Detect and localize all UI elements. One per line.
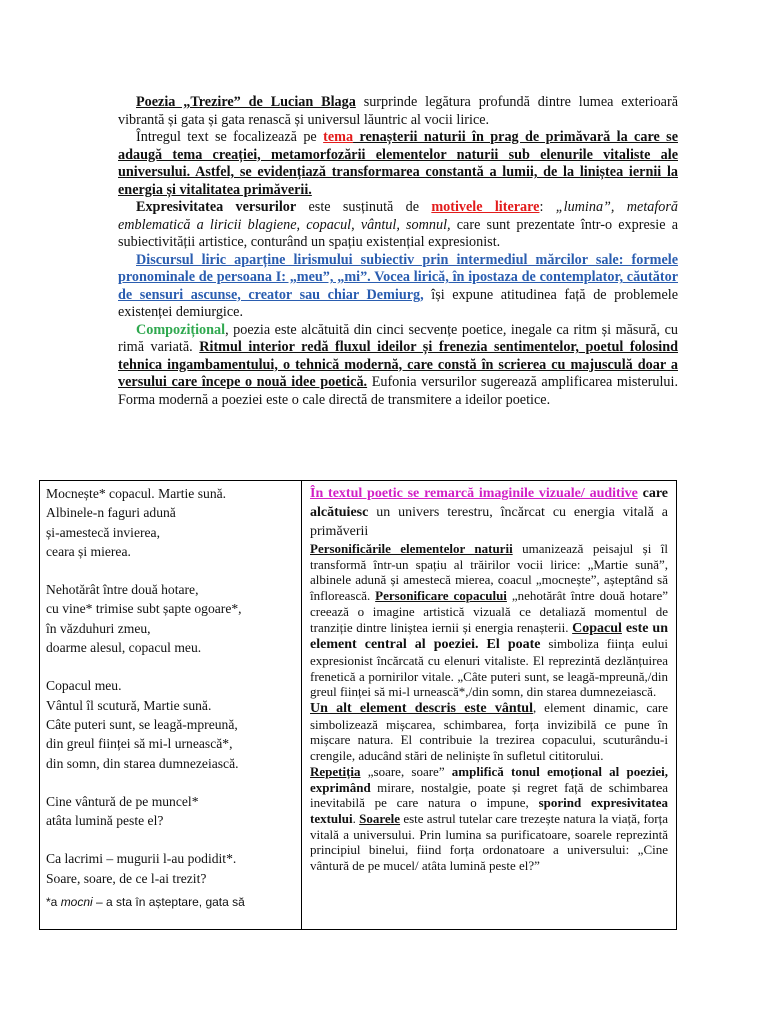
analysis-lead: În textul poetic se remarcă imaginile vizuale/ auditive care alcătuiesc un univers terestru, încărcat cu energia vitală a primăverii [310, 486, 668, 539]
poem-title: Poezia „Trezire” de Lucian Blaga [136, 94, 356, 110]
motive-keyword: motivele literare [431, 199, 540, 215]
analysis-repetition: Repetiția „soare, soare” amplifică tonul emoțional al poeziei, exprimând mirare, nostalgie, poate și regret față de schimbarea inevitabilă pe care natura o impune, sporind expresivitatea textului. Soarele este astrul tutelar care trezește natura la viață, forța vitală a universului. Prin lumina sa purificatoare, soarele reprezintă principiul binelui, fiind forța ordonatoare a universului: „Cine vântură de pe mucel/ atâta lumină peste el?” [310, 763, 668, 874]
compozitional-keyword: Compozițional [136, 321, 226, 338]
analysis-wind: Un alt element descris este vântul, element dinamic, care simbolizează mișcarea, schimbarea, forța invizibilă ce pune în mișcare natura. El contribuie la trezirea copacului, scuturându-i crengile, aducând stări de neliniște în sufletul cititorului. [310, 700, 668, 764]
tema-keyword: tema [323, 129, 354, 145]
stanza-2: Nehotărât între două hotare, cu vine* trimise subt șapte ogoare*, în văzduhuri zmeu, doarme alesul, copacul meu. [46, 582, 242, 656]
stanza-5: Ca lacrimi – mugurii l-au podidit*. Soare, soare, de ce l-ai trezit? [46, 851, 237, 886]
intro-paragraph-5: Compozițional, poezia este alcătuită din cinci secvențe poetice, inegale ca ritm și măsură, cu rimă variată. Ritmul interior redă fluxul ideilor și frenezia sentimentelor, poetul folosind tehnica ingambamentului, o tehnică modernă, care constă în scrierea cu majusculă doar a versului care începe o nouă idee poetică. Eufonia versurilor sugerează amplificarea misterului. Forma modernă a poeziei este o cale directă de transmitere a ideilor poetice. [118, 321, 679, 408]
stanza-4: Cine vântură de pe muncel* atâta lumină peste el? [46, 793, 199, 829]
footnote: *a mocni – a sta în așteptare, gata să [46, 895, 245, 910]
analysis-column [302, 481, 676, 929]
intro-paragraph-3: Expresivitatea versurilor este susținută de motivele literare: „lumina”, metaforă emblematică a liricii blagiene, copacul, vântul, somnul, care sunt prezentate într-o expresie a subiectivității artistice, conturând un spațiu existențial expresionist. [118, 199, 679, 250]
analysis-personification: Personificările elementelor naturii umanizează peisajul și îl transformă într-un spațiu al trăirilor vocii lirice: „Martie sună”, albinele adună și amestecă mierea, coacul „mocnește”, așteptând să înflorească. Personificare copacului „nehotărât între două hotare” creează o imagine artistică vizuală ce detaliază momentul de tranziție dintre liniștea iernii și energia renașterii. Copacul este un element central al poeziei. El poate simboliza ființa eului expresionist încărcată cu elenuri vitaliste. El reprezintă dezlănțuirea frenetică a pornirilor vitale. „Câte puteri sunt, se leagă-mpreună,/din greul ființei să mi-l urnească*,/din somn, din starea dumnezeiască. [310, 541, 669, 700]
stanza-3: Copacul meu. Vântul îl scutură, Martie sună. Câte puteri sunt, se leagă-mpreună, din greul ființei să mi-l urnească*, din somn, din starea dumnezeiască. [46, 678, 239, 771]
stanza-1: Mocnește* copacul. Martie sună. Albinele-n faguri adună și-amestecă invierea, ceara și mierea. [46, 486, 227, 559]
intro-paragraph-1: Poezia „Trezire” de Lucian Blaga surprinde legătura profundă dintre lumea exterioară vibrantă și gata și gata renască și universul lăuntric al vocii lirice. [118, 94, 678, 128]
intro-paragraph-4: Discursul liric aparține lirismului subiectiv prin intermediul mărcilor sale: formele pronominale de persoana I: „meu”, „mi”. Vocea lirică, în ipostaza de contemplator, căutător de sensuri ascunse, creator sau chiar Demiurg, își expune atitudinea față de problemele existenței demiurgice. [118, 251, 678, 320]
poem-analysis-table [39, 480, 677, 930]
intro-text [118, 94, 678, 409]
poem-column [40, 481, 302, 929]
intro-paragraph-2: Întregul text se focalizează pe tema renașterii naturii în prag de primăvară la care se adaugă tema creației, metamorfozării elementelor naturii sub elenurile vitaliste ale universului. Astfel, se evidențiază transformarea constantă a lumii, de la liniștea iernii la energia și vitalitatea primăverii. [118, 129, 678, 198]
